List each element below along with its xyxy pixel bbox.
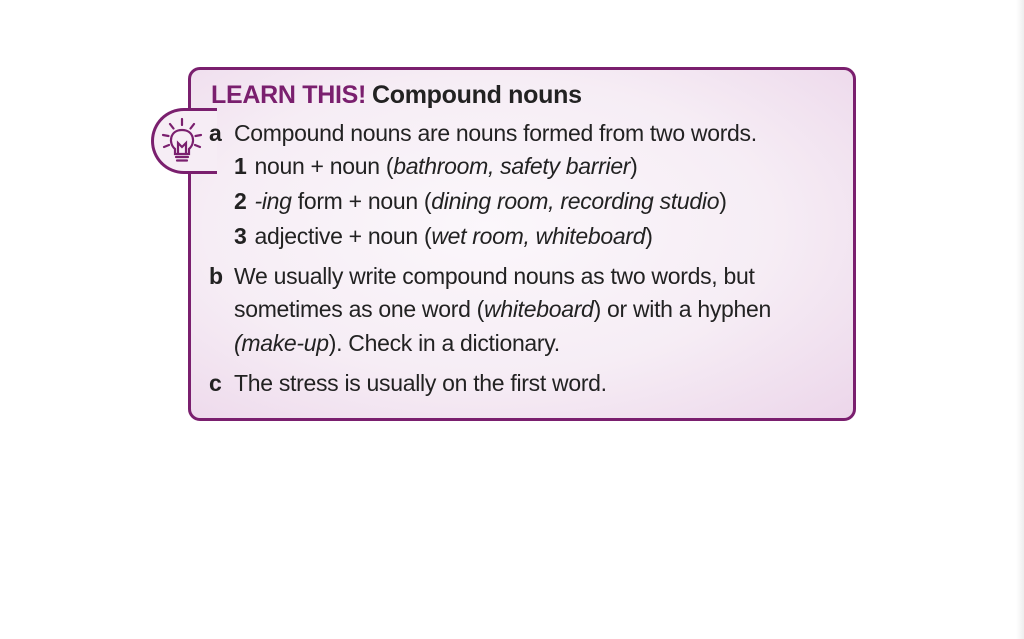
rule-c-text: The stress is usually on the first word. (234, 370, 607, 396)
rule-b-example-2: make-up (241, 330, 329, 356)
item-close: ) (645, 223, 653, 249)
lightbulb-icon (158, 116, 206, 166)
rule-a-item-1 (234, 151, 638, 181)
rule-b-line-2 (234, 294, 771, 324)
item-number: 1 (234, 153, 247, 179)
item-number: 2 (234, 188, 247, 214)
item-number: 3 (234, 223, 247, 249)
item-pattern: noun + noun ( (254, 153, 394, 179)
rule-b-line-1: We usually write compound nouns as two words, but (234, 263, 755, 289)
item-lead: -ing (254, 188, 292, 214)
heading-title: Compound nouns (372, 81, 582, 109)
item-examples: dining room, recording studio (431, 188, 720, 214)
rule-b-example-1: whiteboard (484, 296, 594, 322)
rule-b-line-2-end: ) or with a hyphen (593, 296, 771, 322)
item-close: ) (630, 153, 638, 179)
item-pattern: form + noun ( (291, 188, 432, 214)
item-examples: wet room, whiteboard (431, 223, 646, 249)
rule-a-item-3 (234, 221, 653, 251)
rule-a-text: Compound nouns are nouns formed from two words. (234, 120, 757, 146)
item-close: ) (719, 188, 727, 214)
rule-letter-b: b (209, 263, 224, 289)
item-pattern: adjective + noun ( (254, 223, 432, 249)
rule-b-open-paren: ( (234, 330, 242, 356)
item-examples: bathroom, safety barrier (393, 153, 631, 179)
rule-letter-a: a (209, 120, 222, 146)
learn-this-label: LEARN THIS! (211, 81, 367, 109)
rule-b-line-3 (234, 328, 560, 358)
rule-b-line-3-end: ). Check in a dictionary. (328, 330, 560, 356)
rule-b-line-2-start: sometimes as one word ( (234, 296, 485, 322)
rule-letter-c: c (209, 370, 222, 396)
page-edge-shadow (1016, 0, 1024, 639)
box-heading (211, 81, 582, 110)
rule-a-item-2 (234, 186, 727, 216)
